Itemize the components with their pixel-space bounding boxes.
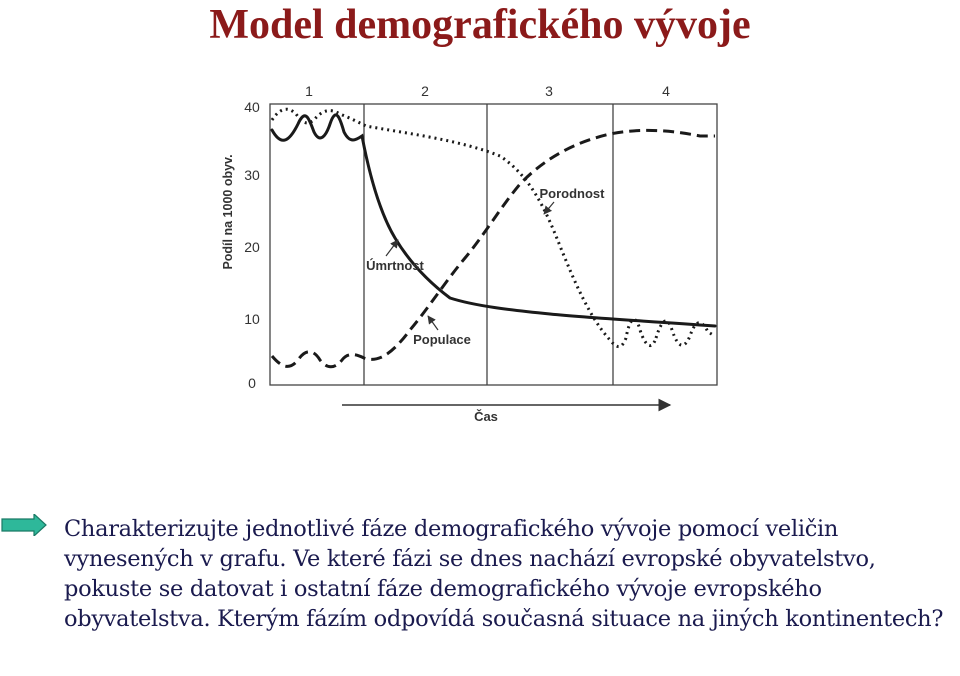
slide-title: Model demografického vývoje	[209, 2, 751, 48]
y-axis-label: Podíl na 1000 obyv.	[221, 154, 235, 270]
mortality-label: Úmrtnost	[366, 258, 424, 273]
plot-frame	[270, 104, 717, 385]
arrow-right-icon	[0, 514, 48, 536]
x-axis-label: Čas	[474, 409, 498, 423]
y-tick-labels	[244, 99, 260, 391]
phase-label: 4	[662, 83, 670, 99]
y-tick-label: 20	[244, 239, 260, 255]
birth-rate-curve	[272, 109, 656, 346]
y-tick-label: 0	[248, 375, 256, 391]
population-pointer	[428, 316, 438, 330]
population-curve	[272, 130, 715, 366]
y-tick-label: 10	[244, 311, 260, 327]
phase-label: 3	[545, 83, 553, 99]
population-label: Populace	[413, 332, 471, 347]
y-tick-label: 30	[244, 167, 260, 183]
mortality-pointer	[386, 240, 398, 256]
y-tick-label: 40	[244, 99, 260, 115]
phase-label: 2	[421, 83, 429, 99]
question-text: Charakterizujte jednotlivé fáze demografického vývoje pomocí veličin vynesených v grafu. Ve které fázi se dnes nachází evropské obyvatelstvo, pokuste se datovat i ostatní fáze demografického vývoje evropského obyvatelstva. Kterým fázím odpovídá současná situace na jiných kontinentech?	[64, 516, 944, 632]
phase-labels	[305, 83, 670, 99]
birth-rate-label: Porodnost	[539, 186, 605, 201]
birth-rate-pointer	[544, 202, 554, 214]
demographic-transition-diagram	[210, 78, 730, 423]
phase-label: 1	[305, 83, 313, 99]
